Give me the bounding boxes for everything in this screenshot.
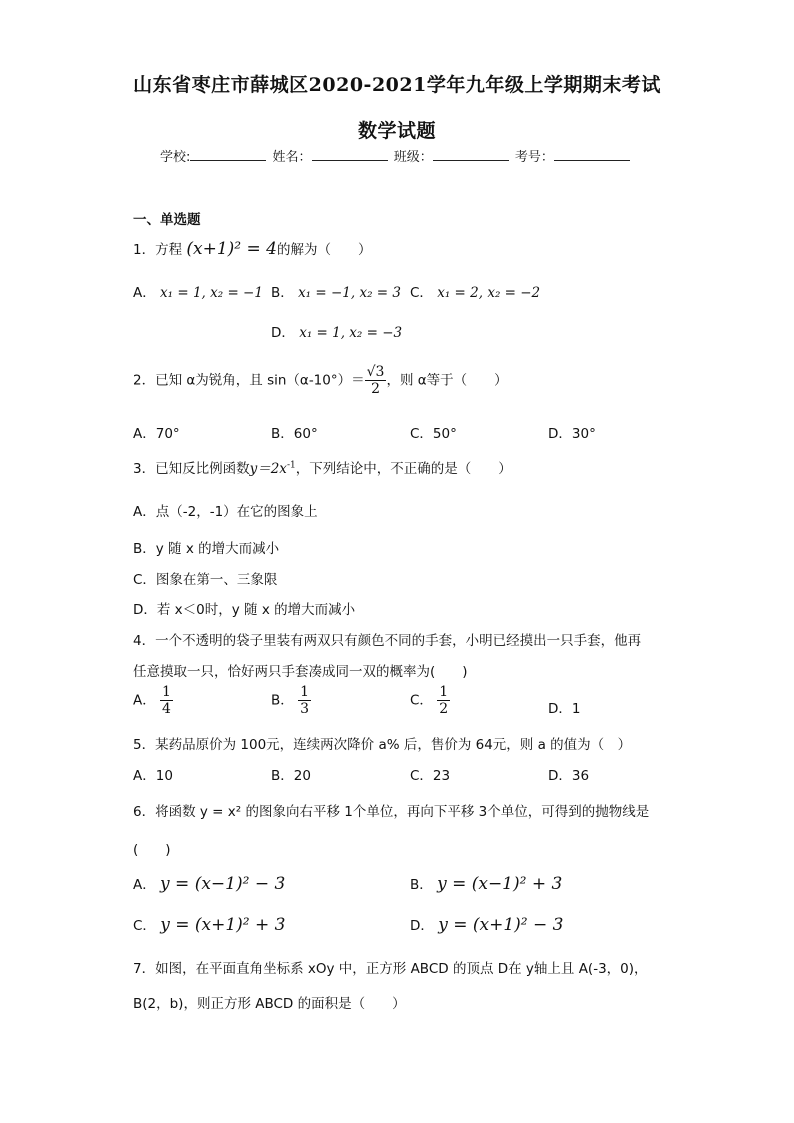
fraction-denominator: 2: [371, 381, 380, 398]
option-d: [410, 914, 563, 935]
question-3-stem: [133, 457, 512, 477]
option-value: x₁ = 1, x₂ = −3: [299, 325, 403, 341]
fraction: [160, 684, 173, 717]
question-text: 将函数 y = x² 的图象向右平移 1个单位，再向下平移 3个单位，可得到的抛物线是: [155, 804, 650, 820]
option-a: [133, 684, 173, 717]
option-label: A．: [133, 285, 156, 301]
option-value: y = (x−1)² + 3: [437, 874, 563, 894]
school-blank: [190, 148, 266, 161]
question-5-stem: [133, 733, 631, 753]
option-a: A．70°: [133, 426, 180, 442]
option-label: D．: [271, 325, 295, 341]
class-label: 班级：: [393, 150, 433, 165]
option-label: C．: [410, 285, 433, 301]
option-label: D．: [410, 918, 434, 934]
student-info-row: [160, 146, 632, 165]
question-text: ，下列结论中，不正确的是（ ）: [295, 461, 512, 477]
question-text: 方程: [155, 242, 183, 258]
exponent: -1: [286, 460, 296, 471]
option-label: C．: [133, 918, 156, 934]
question-text: 已知 α为锐角，且 sin（α-10°）＝: [155, 372, 365, 389]
question-6-stem-line2: ( ): [133, 842, 171, 858]
option-c: C．23: [410, 768, 451, 784]
option-b: [410, 873, 562, 894]
question-number: 4．: [133, 633, 156, 649]
option-c: [133, 914, 286, 935]
school-label: 学校:: [160, 150, 191, 165]
option-d: D．若 x＜0时，y 随 x 的增大而减小: [133, 602, 356, 618]
question-text: 一个不透明的袋子里装有两双只有颜色不同的手套，小明已经摸出一只手套，他再: [155, 633, 642, 649]
fraction: [365, 364, 387, 397]
fraction-denominator: 3: [300, 701, 309, 718]
question-text: 的解为（ ）: [277, 242, 372, 258]
class-blank: [433, 148, 509, 161]
equation: y＝2x: [249, 461, 287, 477]
question-text: 如图，在平面直角坐标系 xOy 中，正方形 ABCD 的顶点 D在 y轴上且 A(-3，0)，: [155, 961, 648, 977]
exam-subtitle: 数学试题: [357, 120, 436, 142]
option-c: C．50°: [410, 426, 457, 442]
question-1-stem: [133, 238, 372, 259]
question-text: ，则 α等于（ ）: [386, 372, 508, 389]
question-2-stem: [133, 364, 508, 397]
option-c: [410, 281, 540, 301]
option-b: [271, 684, 311, 717]
question-6-stem-line1: [133, 800, 649, 820]
question-text: 某药品原价为 100元，连续两次降价 a% 后，售价为 64元，则 a 的值为（ ）: [155, 737, 632, 753]
option-b: B．60°: [271, 426, 318, 442]
option-d: D．30°: [548, 426, 596, 442]
option-value: x₁ = 1, x₂ = −1: [160, 285, 263, 301]
id-blank: [554, 148, 630, 161]
option-a: [133, 873, 285, 894]
option-label: A．: [133, 877, 156, 893]
question-number: 7．: [133, 961, 156, 977]
fraction-numerator: √3: [366, 364, 385, 380]
option-b: B．20: [271, 768, 311, 784]
question-number: 3．: [133, 461, 156, 477]
option-a: A．点（-2，-1）在它的图象上: [133, 504, 318, 520]
option-label: C．: [410, 692, 433, 709]
option-a: A．10: [133, 768, 173, 784]
fraction: [298, 684, 311, 717]
option-d: D．36: [548, 768, 590, 784]
option-value: y = (x−1)² − 3: [160, 874, 286, 894]
option-value: x₁ = −1, x₂ = 3: [298, 285, 401, 301]
option-d: D．1: [548, 701, 581, 717]
fraction: [437, 684, 450, 717]
option-c: C．图象在第一、三象限: [133, 572, 278, 588]
question-7-stem-line2: B(2，b)，则正方形 ABCD 的面积是（ ）: [133, 996, 406, 1012]
fraction-denominator: 2: [439, 701, 449, 718]
fraction-denominator: 4: [162, 701, 171, 718]
option-label: B．: [410, 877, 433, 893]
fraction-numerator: 1: [300, 684, 309, 700]
option-d: [271, 321, 402, 341]
option-label: B．: [271, 692, 294, 709]
question-number: 6．: [133, 804, 156, 820]
section-title: 一、单选题: [133, 212, 201, 228]
fraction-numerator: 1: [439, 684, 449, 700]
name-label: 姓名：: [272, 150, 312, 165]
option-a: [133, 281, 263, 301]
option-value: y = (x+1)² + 3: [160, 915, 286, 935]
question-7-stem-line1: [133, 957, 648, 977]
id-label: 考号：: [514, 150, 554, 165]
fraction-numerator: 1: [162, 684, 171, 700]
option-c: [410, 684, 450, 717]
name-blank: [312, 148, 388, 161]
question-text: 已知反比例函数: [155, 461, 250, 477]
question-number: 2．: [133, 372, 156, 389]
question-number: 5．: [133, 737, 156, 753]
option-value: y = (x+1)² − 3: [438, 915, 564, 935]
option-b: B．y 随 x 的增大而减小: [133, 541, 280, 557]
question-4-stem-line2: 任意摸取一只，恰好两只手套凑成同一双的概率为( ): [133, 664, 468, 680]
option-b: [271, 281, 401, 301]
option-label: A．: [133, 692, 156, 709]
question-number: 1．: [133, 242, 156, 258]
option-value: x₁ = 2, x₂ = −2: [437, 285, 541, 301]
exam-title: 山东省枣庄市薛城区2020-2021学年九年级上学期期末考试: [133, 74, 661, 96]
question-4-stem-line1: [133, 629, 641, 649]
option-label: B．: [271, 285, 294, 301]
equation: (x+1)² = 4: [186, 239, 277, 259]
